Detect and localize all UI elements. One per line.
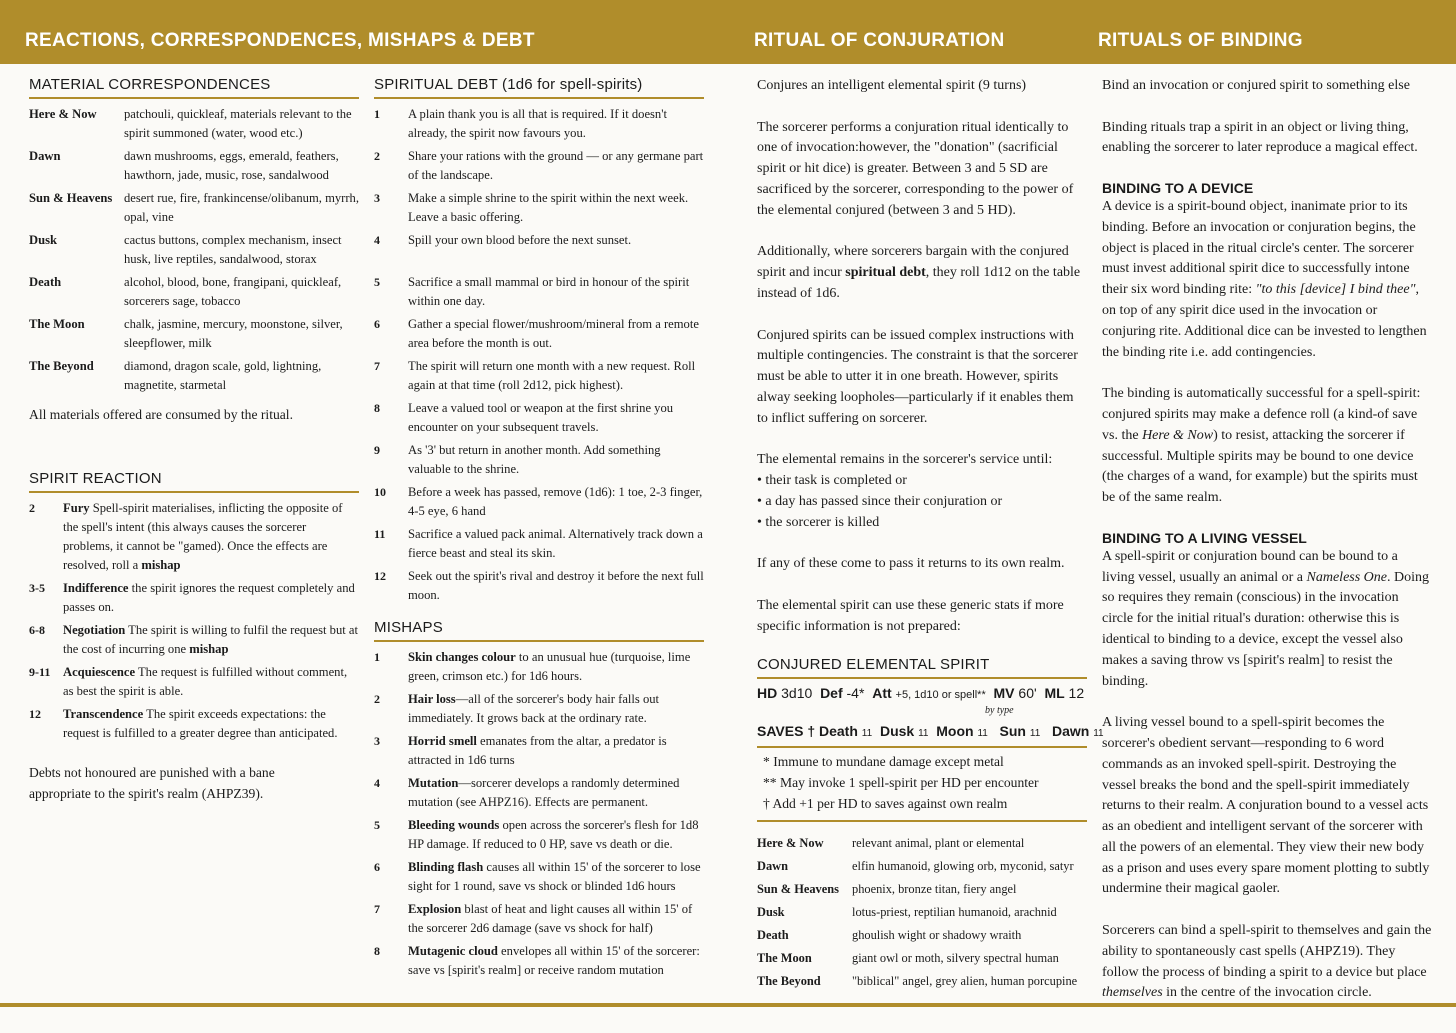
reaction-roll: 3-5 bbox=[29, 580, 45, 595]
binding-device-paragraph: A device is a spirit-bound object, inanimate prior to its binding. Before an invocation or conjuration begins, the object is placed in the ritual circle's center. The sorcerer must invest additional spirit dice to successfully intone their six word binding rite: "to this [device] I bind thee", on top of any spirit dice used in the invocation or conjuring rite. Additional dice can be invested to lengthen the binding rite i.e. add contingencies. bbox=[1102, 198, 1427, 360]
material-row bbox=[29, 147, 359, 185]
mishap-text bbox=[408, 942, 704, 980]
mishap-roll: 8 bbox=[374, 944, 380, 958]
debt-row bbox=[374, 525, 704, 563]
mishap-description: —all of the sorcerer's body hair falls out immediately. It grows back at the ordinary rate. bbox=[408, 692, 660, 725]
elemental-type-row bbox=[757, 834, 1087, 853]
elemental-type-row bbox=[757, 926, 1087, 945]
mishap-name: Explosion bbox=[408, 902, 462, 916]
reaction-name: Transcendence bbox=[63, 706, 144, 721]
material-realm: Dawn bbox=[29, 149, 61, 163]
reaction-row bbox=[29, 663, 359, 701]
material-realm: Dusk bbox=[29, 233, 58, 247]
mishaps-table bbox=[374, 648, 704, 980]
mishap-description: to an unusual hue (turquoise, lime green, crimson etc.) for 1d6 hours. bbox=[408, 650, 691, 683]
mishap-text bbox=[408, 648, 704, 686]
material-list: dawn mushrooms, eggs, emerald, feathers, hawthorn, jade, music, rose, sandalwood bbox=[124, 149, 339, 182]
mishap-text bbox=[408, 816, 704, 854]
reaction-text bbox=[63, 579, 359, 617]
material-correspondences-table bbox=[29, 105, 359, 395]
material-row bbox=[29, 231, 359, 269]
mishap-row bbox=[374, 942, 704, 980]
elemental-saves-line: SAVES † Death 11 Dusk 11 Moon 11 Sun 11 Dawn 11 bbox=[757, 721, 1087, 748]
reaction-name: Indifference bbox=[63, 580, 129, 595]
service-condition-text: a day has passed since their conjuration or bbox=[765, 493, 1003, 509]
debt-row bbox=[374, 315, 704, 353]
elemental-type-row bbox=[757, 972, 1087, 991]
conjuration-paragraph-2: Additionally, where sorcerers bargain with the conjured spirit and incur spiritual debt, they roll 1d12 on the table instead of 1d6. bbox=[757, 244, 1081, 301]
reaction-text bbox=[63, 663, 359, 701]
debt-roll: 3 bbox=[374, 191, 380, 205]
debt-row bbox=[374, 189, 704, 227]
section-title-reactions: REACTIONS, CORRESPONDENCES, MISHAPS & DEBT bbox=[25, 30, 535, 51]
reaction-row bbox=[29, 705, 359, 743]
reaction-name: Acquiescence bbox=[63, 664, 136, 679]
debt-text: Sacrifice a small mammal or bird in honour of the spirit within one day. bbox=[408, 275, 690, 308]
debt-row bbox=[374, 357, 704, 395]
section-title-conjuration: RITUAL OF CONJURATION bbox=[754, 30, 1005, 51]
conjuration-paragraph-1: The sorcerer performs a conjuration ritual identically to one of invocation:however, the "donation" (sacrificial spirit or hit dice) is greater. Between 3 and 5 SD are sacrificed by the sorcerer, corresponding to the power of the elemental conjured (between 3 and 5 HD). bbox=[757, 119, 1074, 218]
reaction-roll: 9-11 bbox=[29, 664, 51, 679]
mishap-description: blast of heat and light causes all within 15' of the sorcerer 2d6 damage (save vs shock for half) bbox=[408, 902, 693, 935]
debt-roll: 6 bbox=[374, 317, 380, 331]
mishap-roll: 3 bbox=[374, 734, 380, 748]
mishap-name: Horrid smell bbox=[408, 734, 477, 748]
debt-text: As '3' but return in another month. Add something valuable to the shrine. bbox=[408, 443, 661, 476]
reaction-row bbox=[29, 579, 359, 617]
elemental-type-forms: ghoulish wight or shadowy wraith bbox=[852, 927, 1022, 942]
debt-text: Sacrifice a valued pack animal. Alternatively track down a fierce beast and steal its skin. bbox=[408, 527, 703, 560]
elemental-type-row bbox=[757, 880, 1087, 899]
service-conditions-list bbox=[757, 471, 1087, 533]
material-list: desert rue, fire, frankincense/olibanum, myrrh, opal, vine bbox=[124, 191, 359, 224]
header-banner bbox=[0, 0, 1456, 64]
debt-roll: 1 bbox=[374, 107, 380, 121]
mishap-description: open across the sorcerer's flesh for 1d8 HP damage. If reduced to 0 HP, save vs death or die. bbox=[408, 818, 699, 851]
mishap-text bbox=[408, 774, 704, 812]
mishap-row bbox=[374, 648, 704, 686]
debt-row bbox=[374, 567, 704, 605]
debt-text: Spill your own blood before the next sunset. bbox=[408, 233, 632, 247]
debt-roll: 5 bbox=[374, 275, 380, 289]
material-list: alcohol, blood, bone, frangipani, quickleaf, sorcerers sage, tobacco bbox=[124, 275, 342, 308]
bullet-icon: • bbox=[757, 514, 766, 530]
bullet-icon: • bbox=[757, 473, 766, 489]
reaction-description: Spell-spirit materialises, inflicting the opposite of the spell's intent (this always causes the sorcerer problems, it cannot be "gamed). Once the effects are resolved, roll a bbox=[63, 500, 343, 572]
section-title-binding: RITUALS OF BINDING bbox=[1098, 30, 1303, 51]
mishap-roll: 7 bbox=[374, 902, 380, 916]
elemental-type-realm: The Moon bbox=[757, 950, 812, 965]
debt-roll: 10 bbox=[374, 485, 386, 499]
service-condition-text: the sorcerer is killed bbox=[765, 514, 880, 530]
material-realm: The Moon bbox=[29, 317, 85, 331]
elemental-type-realm: Sun & Heavens bbox=[757, 881, 839, 896]
debt-roll: 11 bbox=[374, 527, 386, 541]
mishap-roll: 1 bbox=[374, 650, 380, 664]
mishaps-heading: MISHAPS bbox=[374, 619, 704, 642]
binding-device-heading: BINDING TO A DEVICE bbox=[1102, 179, 1254, 196]
stat-note: ** May invoke 1 spell-spirit per HD per encounter bbox=[763, 774, 1039, 790]
elemental-type-realm: Dawn bbox=[757, 858, 788, 873]
column-debt-mishaps bbox=[374, 76, 704, 984]
debt-row bbox=[374, 399, 704, 437]
stat-notes bbox=[757, 751, 1087, 814]
reaction-description: The spirit exceeds expectations: the request is fulfilled to a greater degree than anticipated. bbox=[63, 706, 338, 740]
conjuration-paragraph-5: If any of these come to pass it returns to its own realm. bbox=[757, 556, 1065, 572]
debt-text: Gather a special flower/mushroom/mineral from a remote area before the month is out. bbox=[408, 317, 699, 350]
debt-roll: 4 bbox=[374, 233, 380, 247]
reaction-footer: Debts not honoured are punished with a bane appropriate to the spirit's realm (AHPZ39). bbox=[29, 764, 275, 801]
mishap-text bbox=[408, 858, 704, 896]
column-binding bbox=[1102, 76, 1432, 1025]
elemental-types-table bbox=[757, 834, 1087, 991]
reaction-description: The spirit is willing to fulfil the request but at the cost of incurring one bbox=[63, 622, 358, 656]
mishap-row bbox=[374, 816, 704, 854]
material-row bbox=[29, 357, 359, 395]
elemental-type-realm: Dusk bbox=[757, 904, 785, 919]
bullet-icon: • bbox=[757, 493, 766, 509]
elemental-type-row bbox=[757, 903, 1087, 922]
mishap-text bbox=[408, 690, 704, 728]
mishap-roll: 2 bbox=[374, 692, 380, 706]
conjuration-paragraph-3: Conjured spirits can be issued complex instructions with multiple contingencies. The constraint is that the sorcerer must be able to utter it in one breath. However, spirits alway seeking loopholes—particularly if it enables them to inflict suffering on sorcerer. bbox=[757, 327, 1078, 426]
spiritual-debt-table bbox=[374, 105, 704, 605]
elemental-type-forms: phoenix, bronze titan, fiery angel bbox=[852, 881, 1017, 896]
elemental-type-realm: The Beyond bbox=[757, 973, 821, 988]
conjuration-paragraph-6: The elemental spirit can use these generic stats if more specific information is not prepared: bbox=[757, 597, 1064, 634]
conjuration-paragraph-4: The elemental remains in the sorcerer's service until: bbox=[757, 452, 1053, 468]
stat-divider bbox=[757, 820, 1087, 822]
stat-note: * Immune to mundane damage except metal bbox=[763, 753, 1004, 769]
binding-vessel-paragraph: A spell-spirit or conjuration bound can be bound to a living vessel, usually an animal or a Nameless One. Doing so requires they remain (conscious) in the invocation circle for the initial ritual's duration: otherwise this is identical to binding to a device, except the vessel also makes a saving throw vs [spirit's realm] to resist the binding. bbox=[1102, 548, 1430, 689]
material-realm: Death bbox=[29, 275, 62, 289]
movement-note: by type bbox=[985, 704, 1014, 716]
reaction-name: Negotiation bbox=[63, 622, 126, 637]
debt-text: Seek out the spirit's rival and destroy it before the next full moon. bbox=[408, 569, 704, 602]
mishap-name: Hair loss bbox=[408, 692, 456, 706]
mishap-row bbox=[374, 900, 704, 938]
spirit-reaction-table bbox=[29, 499, 359, 743]
elemental-type-row bbox=[757, 857, 1087, 876]
material-footer: All materials offered are consumed by the ritual. bbox=[29, 407, 293, 422]
debt-row bbox=[374, 105, 704, 143]
material-realm: Here & Now bbox=[29, 107, 97, 121]
elemental-type-forms: "biblical" angel, grey alien, human porcupine bbox=[852, 973, 1078, 988]
debt-roll: 12 bbox=[374, 569, 386, 583]
debt-roll: 7 bbox=[374, 359, 380, 373]
reaction-text bbox=[63, 705, 359, 743]
debt-row bbox=[374, 441, 704, 479]
elemental-type-forms: lotus-priest, reptilian humanoid, arachnid bbox=[852, 904, 1057, 919]
debt-text: A plain thank you is all that is required. If it doesn't already, the spirit now favours you. bbox=[408, 107, 667, 140]
debt-text: The spirit will return one month with a new request. Roll again at that time (roll 2d12, pick highest). bbox=[408, 359, 696, 392]
service-condition bbox=[757, 513, 1087, 534]
debt-row bbox=[374, 147, 704, 185]
reaction-description: the spirit ignores the request completely and passes on. bbox=[63, 580, 355, 614]
reaction-name: Fury bbox=[63, 500, 90, 515]
debt-text: Leave a valued tool or weapon at the first shrine you encounter on your subsequent travels. bbox=[408, 401, 674, 434]
mishap-roll: 6 bbox=[374, 860, 380, 874]
spirit-reaction-heading: SPIRIT REACTION bbox=[29, 470, 359, 493]
service-condition-text: their task is completed or bbox=[765, 473, 907, 489]
reaction-text bbox=[63, 499, 359, 575]
reaction-roll: 6-8 bbox=[29, 622, 45, 637]
mishap-roll: 5 bbox=[374, 818, 380, 832]
reaction-text bbox=[63, 621, 359, 659]
mishap-text bbox=[408, 732, 704, 770]
mishap-name: Mutagenic cloud bbox=[408, 944, 498, 958]
mishap-description: emanates from the altar, a predator is attracted in 1d6 turns bbox=[408, 734, 667, 767]
elemental-type-realm: Death bbox=[757, 927, 789, 942]
mishap-name: Blinding flash bbox=[408, 860, 484, 874]
debt-roll: 2 bbox=[374, 149, 380, 163]
debt-text: Make a simple shrine to the spirit within the next week. Leave a basic offering. bbox=[408, 191, 689, 224]
material-list: patchouli, quickleaf, materials relevant to the spirit summoned (water, wood etc.) bbox=[124, 107, 352, 140]
reaction-row bbox=[29, 499, 359, 575]
elemental-stat-heading: CONJURED ELEMENTAL SPIRIT bbox=[757, 656, 1087, 679]
mishap-description: —sorcerer develops a randomly determined mutation (see AHPZ16). Effects are permanent. bbox=[408, 776, 680, 809]
binding-intro: Bind an invocation or conjured spirit to something else bbox=[1102, 78, 1410, 93]
reaction-tail: mishap bbox=[189, 641, 229, 656]
elemental-type-realm: Here & Now bbox=[757, 835, 824, 850]
conjuration-intro: Conjures an intelligent elemental spirit (9 turns) bbox=[757, 78, 1027, 93]
material-list: chalk, jasmine, mercury, moonstone, silver, sleepflower, milk bbox=[124, 317, 343, 350]
reaction-roll: 2 bbox=[29, 500, 35, 515]
material-realm: Sun & Heavens bbox=[29, 191, 113, 205]
material-row bbox=[29, 105, 359, 143]
material-list: cactus buttons, complex mechanism, insect husk, live reptiles, sandalwood, storax bbox=[124, 233, 342, 266]
spiritual-debt-heading: SPIRITUAL DEBT (1d6 for spell-spirits) bbox=[374, 76, 704, 99]
mishap-row bbox=[374, 690, 704, 728]
elemental-stat-line: HD 3d10 Def -4* Att +5, 1d10 or spell** MV 60' ML 12 bbox=[757, 684, 1085, 701]
material-row bbox=[29, 273, 359, 311]
mishap-roll: 4 bbox=[374, 776, 380, 790]
mishap-name: Skin changes colour bbox=[408, 650, 516, 664]
reaction-tail: mishap bbox=[141, 557, 181, 572]
debt-row bbox=[374, 231, 704, 250]
reaction-description: The request is fulfilled without comment, as best the spirit is able. bbox=[63, 664, 348, 698]
column-reactions bbox=[29, 76, 359, 825]
elemental-type-forms: relevant animal, plant or elemental bbox=[852, 835, 1025, 850]
debt-row bbox=[374, 273, 704, 311]
material-row bbox=[29, 315, 359, 353]
material-row bbox=[29, 189, 359, 227]
debt-text: Before a week has passed, remove (1d6): 1 toe, 2-3 finger, 4-5 eye, 6 hand bbox=[408, 485, 703, 518]
binding-paragraph-3: A living vessel bound to a spell-spirit becomes the sorcerer's obedient servant—responding to 6 word commands as an invoked spell-spirit. Destroying the vessel breaks the bond and the spell-spirit immediately returns to their realm. A conjuration bound to a vessel acts as an obedient and intelligent servant of the sorcerer with all the powers of an elemental. They view their new body as a prison and uses every spare moment plotting to subtly undermine their magical gaoler. bbox=[1102, 715, 1430, 897]
binding-paragraph-4: Sorcerers can bind a spell-spirit to themselves and gain the ability to spontaneously cast spells (AHPZ19). They follow the process of binding a spirit to a device but place themselves in the centre of the invocation circle. bbox=[1102, 923, 1432, 1001]
binding-paragraph-1: Binding rituals trap a spirit in an object or living thing, enabling the sorcerer to later reproduce a magical effect. bbox=[1102, 119, 1418, 156]
debt-roll: 9 bbox=[374, 443, 380, 457]
debt-text: Share your rations with the ground — or any germane part of the landscape. bbox=[408, 149, 704, 182]
reaction-row bbox=[29, 621, 359, 659]
reaction-roll: 12 bbox=[29, 706, 41, 721]
mishap-row bbox=[374, 732, 704, 770]
service-condition bbox=[757, 471, 1087, 492]
binding-paragraph-2: The binding is automatically successful for a spell-spirit: conjured spirits may make a defence roll (a kind-of save vs. the Here & Now) to resist, attacking the sorcerer if successful. Multiple spirits may be bound to one device (the charges of a wand, for example) but the spirits must be of the same realm. bbox=[1102, 386, 1421, 506]
service-condition bbox=[757, 492, 1087, 513]
mishap-row bbox=[374, 858, 704, 896]
column-conjuration bbox=[757, 76, 1104, 995]
mishap-description: envelopes all within 15' of the sorcerer: save vs [spirit's realm] or receive random mutation bbox=[408, 944, 700, 977]
elemental-type-row bbox=[757, 949, 1087, 968]
mishap-text bbox=[408, 900, 704, 938]
mishap-row bbox=[374, 774, 704, 812]
material-correspondences-heading: MATERIAL CORRESPONDENCES bbox=[29, 76, 359, 99]
debt-roll: 8 bbox=[374, 401, 380, 415]
material-realm: The Beyond bbox=[29, 359, 94, 373]
mishap-name: Bleeding wounds bbox=[408, 818, 500, 832]
debt-row bbox=[374, 483, 704, 521]
stat-note: † Add +1 per HD to saves against own realm bbox=[763, 795, 1008, 811]
bottom-divider bbox=[0, 1003, 1456, 1007]
mishap-name: Mutation bbox=[408, 776, 459, 790]
elemental-type-forms: elfin humanoid, glowing orb, myconid, satyr bbox=[852, 858, 1074, 873]
mishap-description: causes all within 15' of the sorcerer to lose sight for 1 round, save vs shock or blinded 1d6 hours bbox=[408, 860, 701, 893]
binding-vessel-heading: BINDING TO A LIVING VESSEL bbox=[1102, 529, 1307, 546]
elemental-type-forms: giant owl or moth, silvery spectral human bbox=[852, 950, 1059, 965]
material-list: diamond, dragon scale, gold, lightning, magnetite, starmetal bbox=[124, 359, 322, 392]
